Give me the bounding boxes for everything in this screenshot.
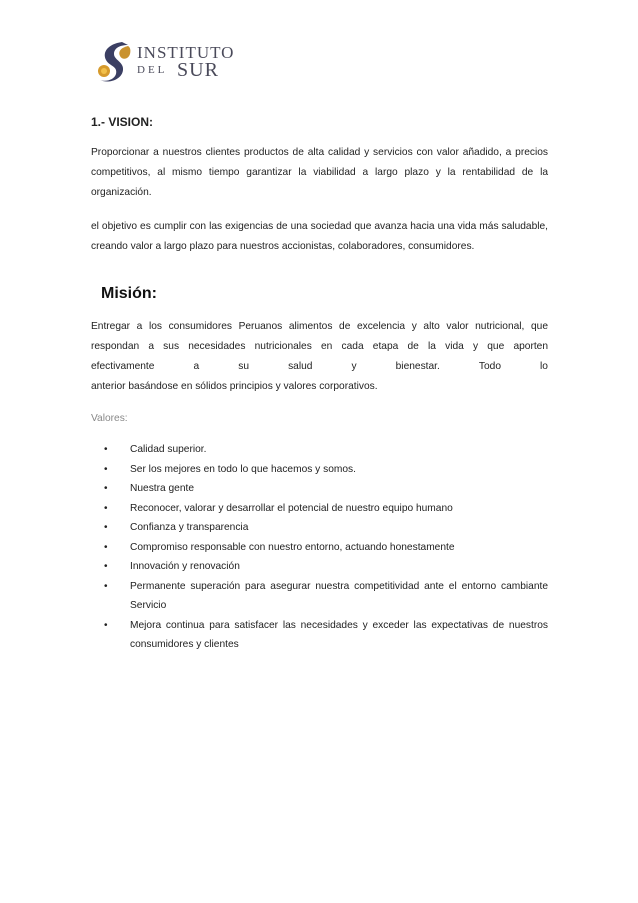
list-item-text: Calidad superior. (130, 444, 207, 455)
mision-line-3 (91, 357, 548, 377)
logo-text-instituto: INSTITUTO (137, 43, 235, 62)
mision-word: a (193, 361, 200, 372)
mision-word: salud (288, 361, 313, 372)
mision-heading: Misión: (101, 285, 157, 302)
vision-paragraph-1: Proporcionar a nuestros clientes productos de alta calidad y servicios con valor añadido, a precios competitivos, al mismo tiempo garantizar la viabilidad a largo plazo y la rentabilidad de la organización. (91, 147, 548, 198)
list-item (91, 557, 548, 577)
mision-paragraph (91, 317, 548, 397)
list-item (91, 577, 548, 616)
bullet-icon: • (104, 522, 108, 533)
mision-word: efectivamente (91, 361, 155, 372)
list-item-text: Confianza y transparencia (130, 522, 249, 533)
bullet-icon: • (104, 502, 108, 514)
list-item-text: Ser los mejores en todo lo que hacemos y somos. (130, 463, 356, 475)
vision-paragraph-2: el objetivo es cumplir con las exigencias de una sociedad que avanza hacia una vida más saludable, creando valor a largo plazo para nuestros accionistas, colaboradores, consumidores. (91, 221, 548, 252)
list-item (91, 499, 548, 519)
mision-line-1: Entregar a los consumidores Peruanos alimentos de excelencia y alto valor nutricional, que (91, 321, 548, 332)
list-item (91, 440, 548, 460)
bullet-icon: • (104, 444, 108, 455)
mision-word: Todo (478, 361, 501, 372)
logo-emblem-icon (92, 40, 134, 84)
logo-text-sur: SUR (177, 59, 219, 81)
bullet-icon: • (104, 483, 108, 494)
bullet-icon: • (104, 580, 108, 592)
mision-word: lo (540, 361, 548, 372)
mision-word: su (238, 361, 249, 372)
valores-list (91, 440, 548, 655)
list-item (91, 616, 548, 655)
mision-word: y (351, 361, 357, 372)
logo-text-del: DEL (137, 64, 168, 76)
mision-line-4: anterior basándose en sólidos principios y valores corporativos. (91, 381, 378, 392)
bullet-icon: • (104, 541, 108, 553)
list-item-text: Compromiso responsable con nuestro entorno, actuando honestamente (130, 541, 455, 553)
mision-word: bienestar. (395, 361, 440, 372)
list-item (91, 460, 548, 480)
bullet-icon: • (104, 561, 108, 572)
list-item-text: Permanente superación para asegurar nuestra competitividad ante el entorno cambiante Servicio (130, 580, 548, 611)
bullet-icon: • (104, 463, 108, 475)
list-item-text: Mejora continua para satisfacer las necesidades y exceder las expectativas de nuestros consumidores y clientes (130, 619, 548, 650)
valores-heading: Valores: (91, 413, 128, 424)
vision-heading: 1.- VISION: (91, 115, 154, 129)
list-item-text: Reconocer, valorar y desarrollar el potencial de nuestro equipo humano (130, 502, 453, 514)
list-item (91, 538, 548, 558)
list-item-text: Innovación y renovación (130, 561, 240, 572)
list-item (91, 479, 548, 499)
list-item (91, 518, 548, 538)
mision-line-2: respondan a sus necesidades nutricionales en cada etapa de la vida y que aporten (91, 341, 548, 352)
document-content (91, 114, 548, 655)
bullet-icon: • (104, 619, 108, 631)
list-item-text: Nuestra gente (130, 483, 194, 494)
institute-logo (92, 40, 242, 84)
